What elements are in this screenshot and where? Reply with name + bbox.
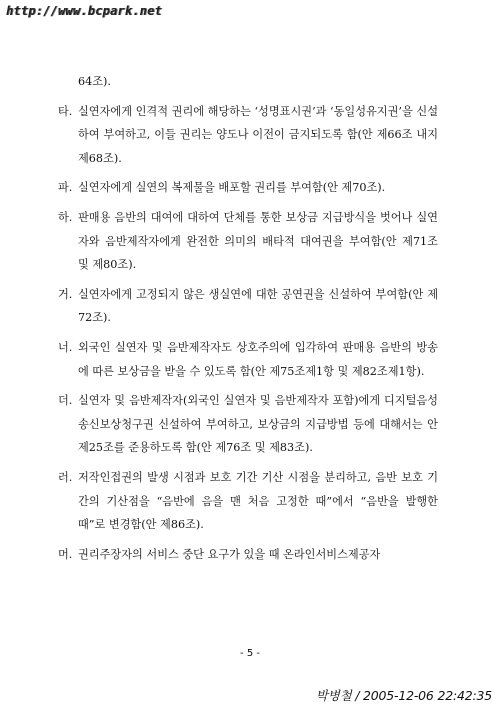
item-marker: 거. [58,287,73,301]
item-marker: 타. [58,104,73,118]
item-text: 권리주장자의 서비스 중단 요구가 있을 때 온라인서비스제공자 [78,547,381,561]
item-text: 실연자에게 고정되지 않은 생실연에 대한 공연권을 신설하여 부여함(안 제72조). [78,287,438,325]
item-marker: 하. [58,210,73,224]
list-item [58,336,438,383]
item-marker: 더. [58,394,73,408]
item-marker: 러. [58,470,73,484]
list-item [58,100,438,171]
list-item [58,389,438,460]
site-watermark: http://www.bcpark.net [6,4,162,18]
item-text: 실연자에게 실연의 복제물을 배포할 권리를 부여함(안 제70조). [78,181,386,195]
item-marker: 머. [58,547,73,561]
list-item [58,543,438,567]
item-text: 저작인접권의 발생 시점과 보호 기간 기산 시점을 분리하고, 음반 보호 기간의 기산점을 “음반에 음을 맨 처음 고정한 때”에서 “음반을 발행한 때”로 변경함(안 제86조). [78,470,438,532]
page-number: - 5 - [240,648,260,659]
item-text: 실연자에게 인격적 권리에 해당하는 ‘성명표시권’과 ‘동일성유지권’을 신설하여 부여하고, 이들 권리는 양도나 이전이 금지되도록 함(안 제66조 내지 제68조). [78,104,438,165]
item-marker: 파. [58,181,73,195]
item-text: 판매용 음반의 대여에 대하여 단체를 통한 보상금 지급방식을 벗어나 실연자와 음반제작자에게 완전한 의미의 배타적 대여권을 부여함(안 제71조 및 제80조). [78,210,438,272]
item-text: 외국인 실연자 및 음반제작자도 상호주의에 입각하여 판매용 음반의 방송에 따른 보상금을 받을 수 있도록 함(안 제75조제1항 및 제82조제1항). [78,340,438,378]
list-item [58,206,438,277]
list-item [58,176,438,200]
continuation-text: 64조). [78,75,111,88]
list-item [58,466,438,537]
item-text: 실연자 및 음반제작자(외국인 실연자 및 음반제작자 포함)에게 디지털음성송신보상청구권 신설하여 부여하고, 보상금의 지급방법 등에 대해서는 안 제25조를 준용하도록 함(안 제76조 및 제83조). [78,394,438,455]
document-body [58,70,438,572]
author-timestamp: 박병철 / 2005-12-06 22:42:35 [315,688,492,703]
item-marker: 너. [58,340,73,354]
list-item [58,283,438,330]
